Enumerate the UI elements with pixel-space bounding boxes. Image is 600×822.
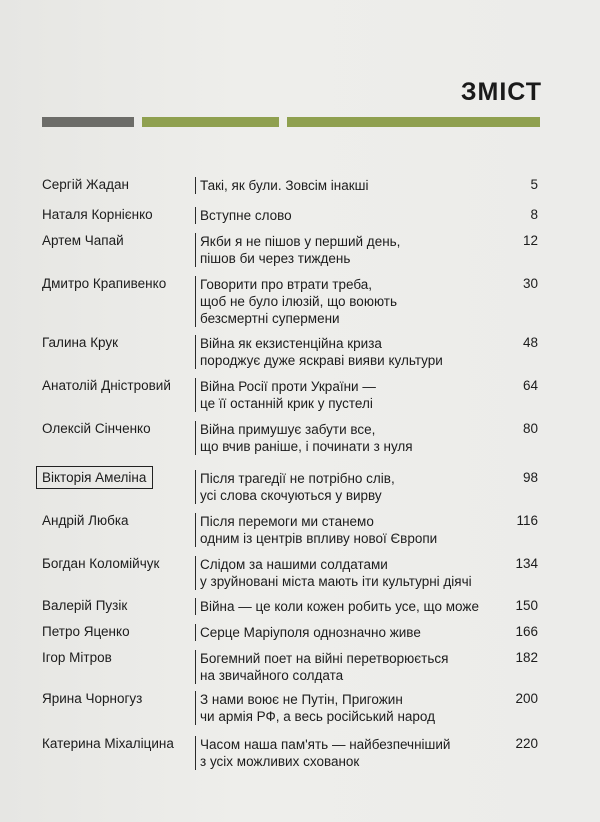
author-name: Артем Чапай [42,233,124,248]
essay-title [195,335,500,369]
decor-bar-green-short [142,117,279,127]
page-number: 8 [530,207,538,222]
page-number: 12 [522,233,538,248]
page-number: 200 [515,691,538,706]
page-number: 64 [522,378,538,393]
toc-heading: ЗМІСТ [460,78,542,106]
author-name: Андрій Любка [42,513,129,528]
essay-title [195,177,500,194]
essay-title-line: на звичайного солдата [200,668,344,683]
essay-title [195,470,500,504]
page-number: 48 [522,335,538,350]
essay-title-line: щоб не було ілюзій, що воюють [200,294,397,309]
page-number: 30 [522,276,538,291]
author-name: Сергій Жадан [42,177,129,192]
author-name: Олексій Сінченко [42,421,151,436]
essay-title-line: безсмертні супермени [200,311,340,326]
page-number: 166 [515,624,538,639]
essay-title [195,378,500,412]
essay-title-line: Серце Маріуполя однозначно живе [200,625,421,640]
essay-title-line: Богемний поет на війні перетворюється [200,651,449,666]
essay-title-line: це її останній крик у пустелі [200,396,373,411]
essay-title [195,598,500,615]
essay-title [195,513,500,547]
essay-title-line: що вчив раніше, і починати з нуля [200,439,413,454]
essay-title-line: Слідом за нашими солдатами [200,557,388,572]
essay-title-line: у зруйновані міста мають іти культурні діячі [200,574,472,589]
essay-title [195,650,500,684]
author-name: Анатолій Дністровий [42,378,171,393]
essay-title-line: Вступне слово [200,208,292,223]
essay-title-line: чи армія РФ, а весь російський народ [200,709,436,724]
decor-bar-gray [42,117,134,127]
author-name: Наталя Корнієнко [42,207,153,222]
essay-title-line: породжує дуже яскраві вияви культури [200,353,443,368]
page-number: 134 [515,556,538,571]
author-name: Ярина Чорногуз [42,691,143,706]
decor-bar-green-long [287,117,540,127]
page-number: 150 [515,598,538,613]
essay-title-line: Війна Росії проти України — [200,379,376,394]
essay-title [195,736,500,770]
page-number: 5 [530,177,538,192]
essay-title-line: Якби я не пішов у перший день, [200,234,401,249]
author-name: Дмитро Крапивенко [42,276,167,291]
essay-title-line: Говорити про втрати треба, [200,277,373,292]
essay-title-line: з усіх можливих схованок [200,754,360,769]
essay-title [195,207,500,224]
essay-title [195,421,500,455]
page-number: 116 [516,513,538,528]
essay-title-line: Такі, як були. Зовсім інакші [200,178,369,193]
essay-title [195,556,500,590]
essay-title-line: Після трагедії не потрібно слів, [200,471,395,486]
essay-title [195,624,500,641]
author-name: Богдан Коломійчук [42,556,160,571]
essay-title-line: усі слова скочуються у вирву [200,488,382,503]
author-name-highlighted: Вікторія Амеліна [36,466,153,489]
author-name: Ігор Мітров [42,650,112,665]
essay-title-line: Часом наша пам'ять — найбезпечніший [200,737,451,752]
essay-title-line: Війна примушує забути все, [200,422,376,437]
essay-title [195,276,500,327]
essay-title-line: пішов би через тиждень [200,251,351,266]
author-name: Галина Крук [42,335,119,350]
author-name: Валерій Пузік [42,598,128,613]
essay-title-line: З нами воює не Путін, Пригожин [200,692,403,707]
essay-title [195,233,500,267]
page-number: 80 [522,421,538,436]
essay-title-line: Війна як екзистенційна криза [200,336,382,351]
essay-title-line: Війна — це коли кожен робить усе, що може [200,599,479,614]
page-number: 182 [515,650,538,665]
author-name: Катерина Міхаліцина [42,736,174,751]
essay-title-line: одним із центрів впливу нової Європи [200,531,438,546]
author-name: Петро Яценко [42,624,130,639]
page-number: 220 [515,736,538,751]
page-number: 98 [522,470,538,485]
essay-title [195,691,500,725]
essay-title-line: Після перемоги ми станемо [200,514,374,529]
